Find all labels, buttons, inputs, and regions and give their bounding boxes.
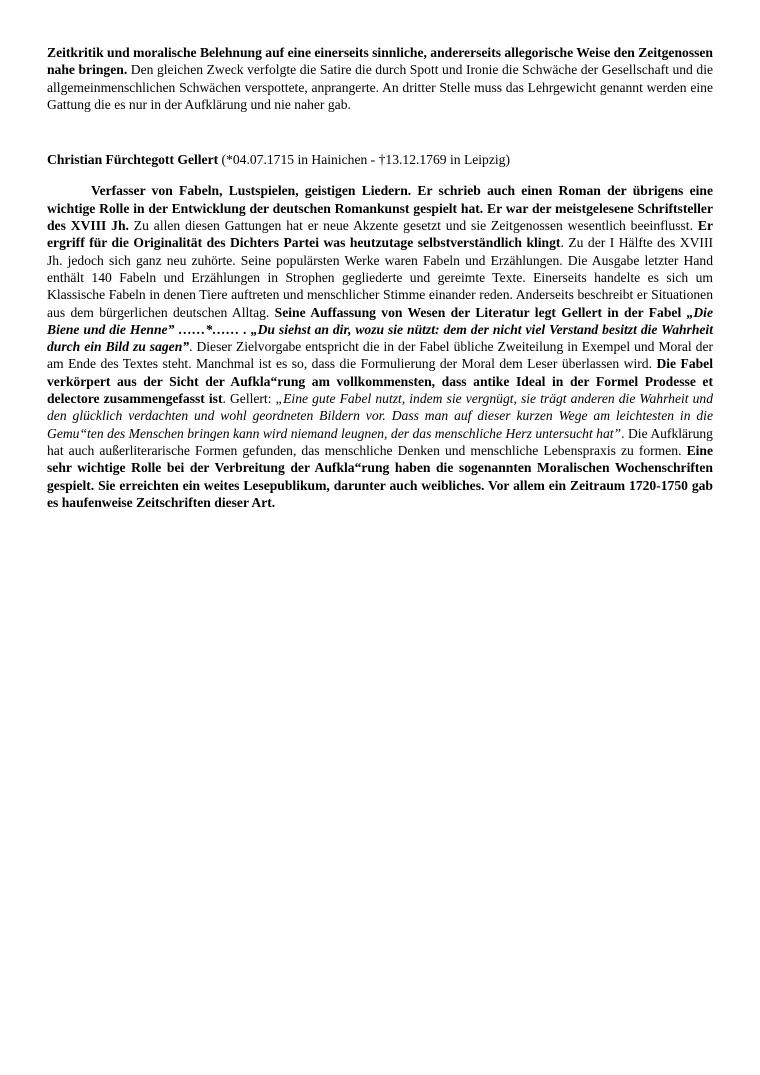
body-bold-3: Er ergriff für die Originalität des Dichters Partei was heutzutage selbstverständlich klingt	[47, 218, 713, 251]
intro-normal-text: Den gleichen Zweck verfolgte die Satire die durch Spott und Ironie die Schwäche der Gesellschaft und die allgemeinmenschlichen Schwächen verspottete, anprangerte. An dritter Stelle muss das Lehrgewicht genannt werden eine Gattung die es nur in der Aufklärung und nie naher gab.	[47, 62, 713, 112]
body-text-9: . Gellert:	[222, 391, 276, 407]
fable-quote-italic: „Die Biene und die Henne” ……*…… . „Du siehst an dir, wozu sie nützt: dem der nicht viel Verstand besitzt die Wahrheit durch ein Bild zu sagen”	[47, 304, 713, 355]
body-text-4: . Zu der I Hälfte des XVIII Jh. jedoch sich ganz neu zuhörte. Seine populärsten Werke waren Fabeln und Erzählungen. Die Ausgabe letzter Hand enthält 140 Fabeln und Erzählungen in Strophen gegliederte und gereimte Texte. Einerseits handelte es sich um Klassische Fabeln in denen Tiere auftreten und menschlicher Stimme einander reden. Anderseits beschreibt er Situationen aus dem bürgerlichen deutschen Alltag.	[47, 235, 713, 320]
intro-paragraph	[47, 44, 713, 113]
body-bold-12: Eine sehr wichtige Rolle bei der Verbreitung der Aufkla“rung haben die sogenannten Moralischen Wochenschriften gespielt. Sie erreichten ein weites Lesepublikum, darunter auch weibliches. Vor allem ein Zeitraum 1720-1750 gab es haufenweise Zeitschriften dieser Art.	[47, 442, 713, 510]
body-bold-8: Die Fabel verkörpert aus der Sicht der Aufkla“rung am vollkommensten, dass antike Ideal in der Formel Prodesse et delectore zusammengefasst ist	[47, 356, 713, 407]
gellert-quote: „Eine gute Fabel nutzt, indem sie vergnügt, sie trägt anderen die Wahrheit und den glücklich verdachten und wohl geordneten Bildern vor. Dass man auf dieser kurzen Wege am leichtesten in die Gemu“ten des Menschen bringen kann wird niemand leugnen, der das menschliche Herz untersucht hat”	[47, 391, 713, 441]
author-heading	[47, 151, 713, 168]
body-bold-5: Seine Auffassung von Wesen der Literatur legt Gellert in der Fabel	[274, 304, 687, 320]
document-page	[47, 44, 713, 511]
body-text-11: . Die Aufklärung hat auch außerliterarische Formen gefunden, das menschliche Denken und menschliche Lebenspraxis zu formen.	[47, 425, 713, 458]
body-paragraph	[47, 182, 713, 511]
body-text-2: Zu allen diesen Gattungen hat er neue Akzente gesetzt und sie Zeitgenossen wesentlich beeinflusst.	[128, 218, 698, 234]
intro-bold-text: Zeitkritik und moralische Belehnung auf eine einerseits sinnliche, andererseits allegorische Weise den Zeitgenossen nahe bringen.	[47, 45, 713, 78]
body-bold-1: Verfasser von Fabeln, Lustspielen, geistigen Liedern. Er schrieb auch einen Roman der übrigens eine wichtige Rolle in der Entwicklung der deutschen Romankunst gespielt hat. Er war der meistgelesene Schriftsteller des XVIII Jh.	[47, 183, 713, 234]
author-dates: (*04.07.1715 in Hainichen - †13.12.1769 in Leipzig)	[218, 152, 510, 168]
body-text-7: . Dieser Zielvorgabe entspricht die in der Fabel übliche Zweiteilung in Exempel und Moral der am Ende des Textes steht. Manchmal ist es so, dass die Formulierung der Moral dem Leser überlassen wird.	[47, 339, 713, 372]
author-name: Christian Fürchtegott Gellert	[47, 152, 219, 168]
